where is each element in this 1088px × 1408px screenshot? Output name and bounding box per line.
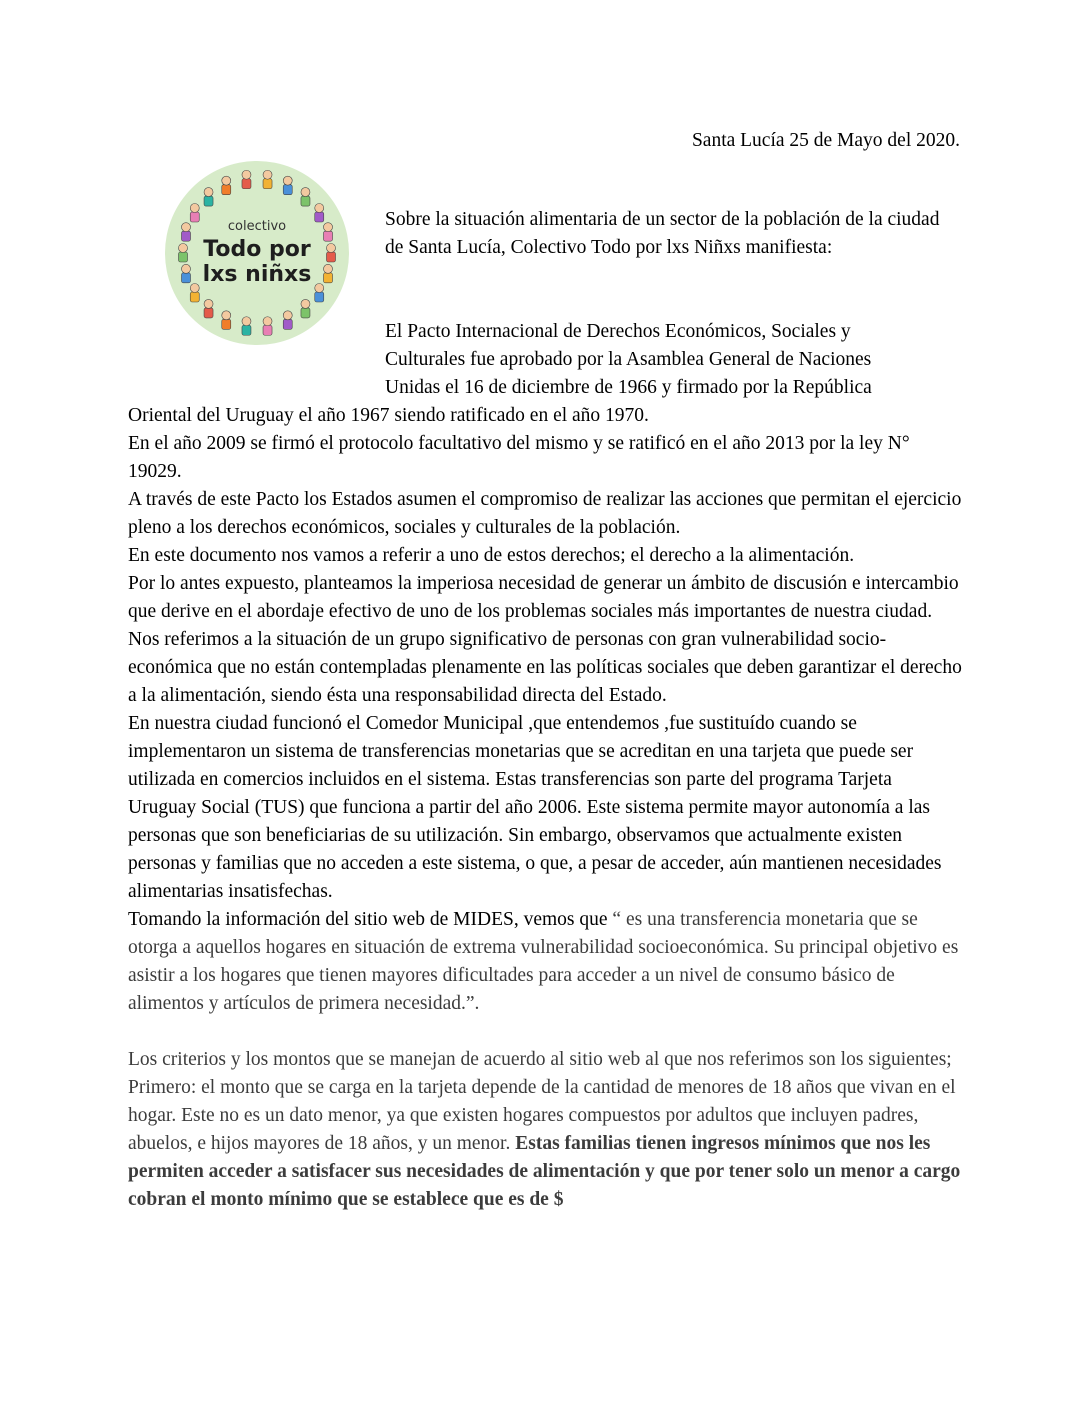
kid-head <box>263 170 272 179</box>
intro-paragraph: Sobre la situación alimentaria de un sector de la población de la ciudad de Santa Lucía, Colectivo Todo por lxs Niñxs manifiesta: <box>385 209 940 258</box>
kid-body <box>324 231 333 241</box>
paragraph-7-lead: Tomando la información del sitio web de MIDES, vemos que <box>128 909 608 930</box>
kid-body <box>242 325 251 335</box>
kid-head <box>301 188 310 197</box>
kid-head <box>263 317 272 326</box>
kid-head <box>283 176 292 185</box>
logo-line-2: lxs niñxs <box>202 262 312 287</box>
kid-head <box>242 317 251 326</box>
logo-graphic <box>164 160 350 346</box>
date-line: Santa Lucía 25 de Mayo del 2020. <box>691 130 960 151</box>
paragraph-6: En nuestra ciudad funcionó el Comedor Municipal ,que entendemos ,fue sustituído cuando se implementaron un sistema de transferencias monetarias que se acreditan en una tarjeta que puede ser utilizada en comercios incluidos en el sistema. Estas transferencias son parte del programa Tarjeta Uruguay Social (TUS) que funciona a partir del año 2006. Este sistema permite mayor autonomía a las personas que son beneficiarias de su utilización. Sin embargo, observamos que actualmente existen personas y familias que no acceden a este sistema, o que, a pesar de acceder, aún mantienen necesidades alimentarias insatisfechas. <box>128 713 942 902</box>
kid-head <box>324 264 333 273</box>
kid-head <box>181 264 190 273</box>
kid-head <box>327 244 336 253</box>
kid-head <box>190 284 199 293</box>
paragraph-1-line: Culturales fue aprobado por la Asamblea General de Naciones <box>385 349 872 370</box>
paragraph-1-line: El Pacto Internacional de Derechos Económicos, Sociales y <box>385 321 851 342</box>
paragraph-2: En el año 2009 se firmó el protocolo facultativo del mismo y se ratificó en el año 2013 por la ley N° 19029. <box>128 433 910 482</box>
kid-head <box>204 188 213 197</box>
paragraph-9 <box>128 1074 963 1214</box>
kid-head <box>222 176 231 185</box>
kid-body <box>283 319 292 329</box>
paragraph-7 <box>128 906 963 1018</box>
kid-body <box>315 292 324 302</box>
paragraph-9-normal: Primero: el monto que se carga en la tarjeta depende de la cantidad de menores de 18 años que vivan en el hogar. Este no es un dato menor, ya que existen hogares compuestos por adultos que incluyen padres, abuelos, e hijos mayores de 18 años, y un menor. <box>128 1077 956 1154</box>
kid-body <box>190 292 199 302</box>
kid-head <box>179 244 188 253</box>
kid-body <box>327 252 336 262</box>
paragraph-1-wrapped <box>385 318 960 402</box>
kid-head <box>190 203 199 212</box>
kid-head <box>301 299 310 308</box>
kid-body <box>263 179 272 189</box>
kid-body <box>301 308 310 318</box>
paragraph-4: En este documento nos vamos a referir a uno de estos derechos; el derecho a la alimentación. <box>128 545 855 566</box>
paragraph-1-end: Oriental del Uruguay el año 1967 siendo ratificado en el año 1970. <box>128 405 649 426</box>
logo-line-1: Todo por <box>203 237 311 262</box>
paragraph-9-bold: Estas familias tienen ingresos mínimos que nos les permiten acceder a satisfacer sus necesidades de alimentación y que por tener solo un menor a cargo cobran el monto mínimo que se establece que es de $ <box>128 1133 961 1210</box>
kid-body <box>222 319 231 329</box>
kid-head <box>204 299 213 308</box>
kid-head <box>181 223 190 232</box>
paragraph-3: A través de este Pacto los Estados asumen el compromiso de realizar las acciones que permitan el ejercicio pleno a los derechos económicos, sociales y culturales de la población. <box>128 489 962 538</box>
kid-body <box>181 231 190 241</box>
kid-body <box>315 212 324 222</box>
document-body <box>128 402 963 1214</box>
kid-body <box>222 185 231 195</box>
kid-body <box>242 179 251 189</box>
paragraph-5: Por lo antes expuesto, planteamos la imperiosa necesidad de generar un ámbito de discusión e intercambio que derive en el abordaje efectivo de uno de los problemas sociales más importantes de nuestra ciudad. Nos referimos a la situación de un grupo significativo de personas con gran vulnerabilidad socio-económica que no están contempladas plenamente en las políticas sociales que deben garantizar el derecho a la alimentación, siendo ésta una responsabilidad directa del Estado. <box>128 573 962 706</box>
kid-body <box>204 308 213 318</box>
kid-body <box>179 252 188 262</box>
kid-body <box>181 273 190 283</box>
kid-body <box>263 325 272 335</box>
mides-quote: “ es una transferencia monetaria que se otorga a aquellos hogares en situación de extrema vulnerabilidad socioeconómica. Su principal objetivo es asistir a los hogares que tienen mayores dificultades para acceder a un nivel de consumo básico de alimentos y artículos de primera necesidad.”. <box>128 909 959 1014</box>
kid-head <box>315 284 324 293</box>
kid-head <box>315 203 324 212</box>
kid-body <box>283 185 292 195</box>
kid-body <box>190 212 199 222</box>
kid-head <box>324 223 333 232</box>
collective-logo <box>164 160 350 346</box>
kid-body <box>324 273 333 283</box>
kid-head <box>283 311 292 320</box>
kid-body <box>301 196 310 206</box>
paragraph-1-line: Unidas el 16 de diciembre de 1966 y firmado por la República <box>385 377 872 398</box>
logo-small-text: colectivo <box>227 219 287 234</box>
paragraph-8: Los criterios y los montos que se manejan de acuerdo al sitio web al que nos referimos son los siguientes; <box>128 1049 952 1070</box>
kid-head <box>242 170 251 179</box>
kid-head <box>222 311 231 320</box>
kid-body <box>204 196 213 206</box>
